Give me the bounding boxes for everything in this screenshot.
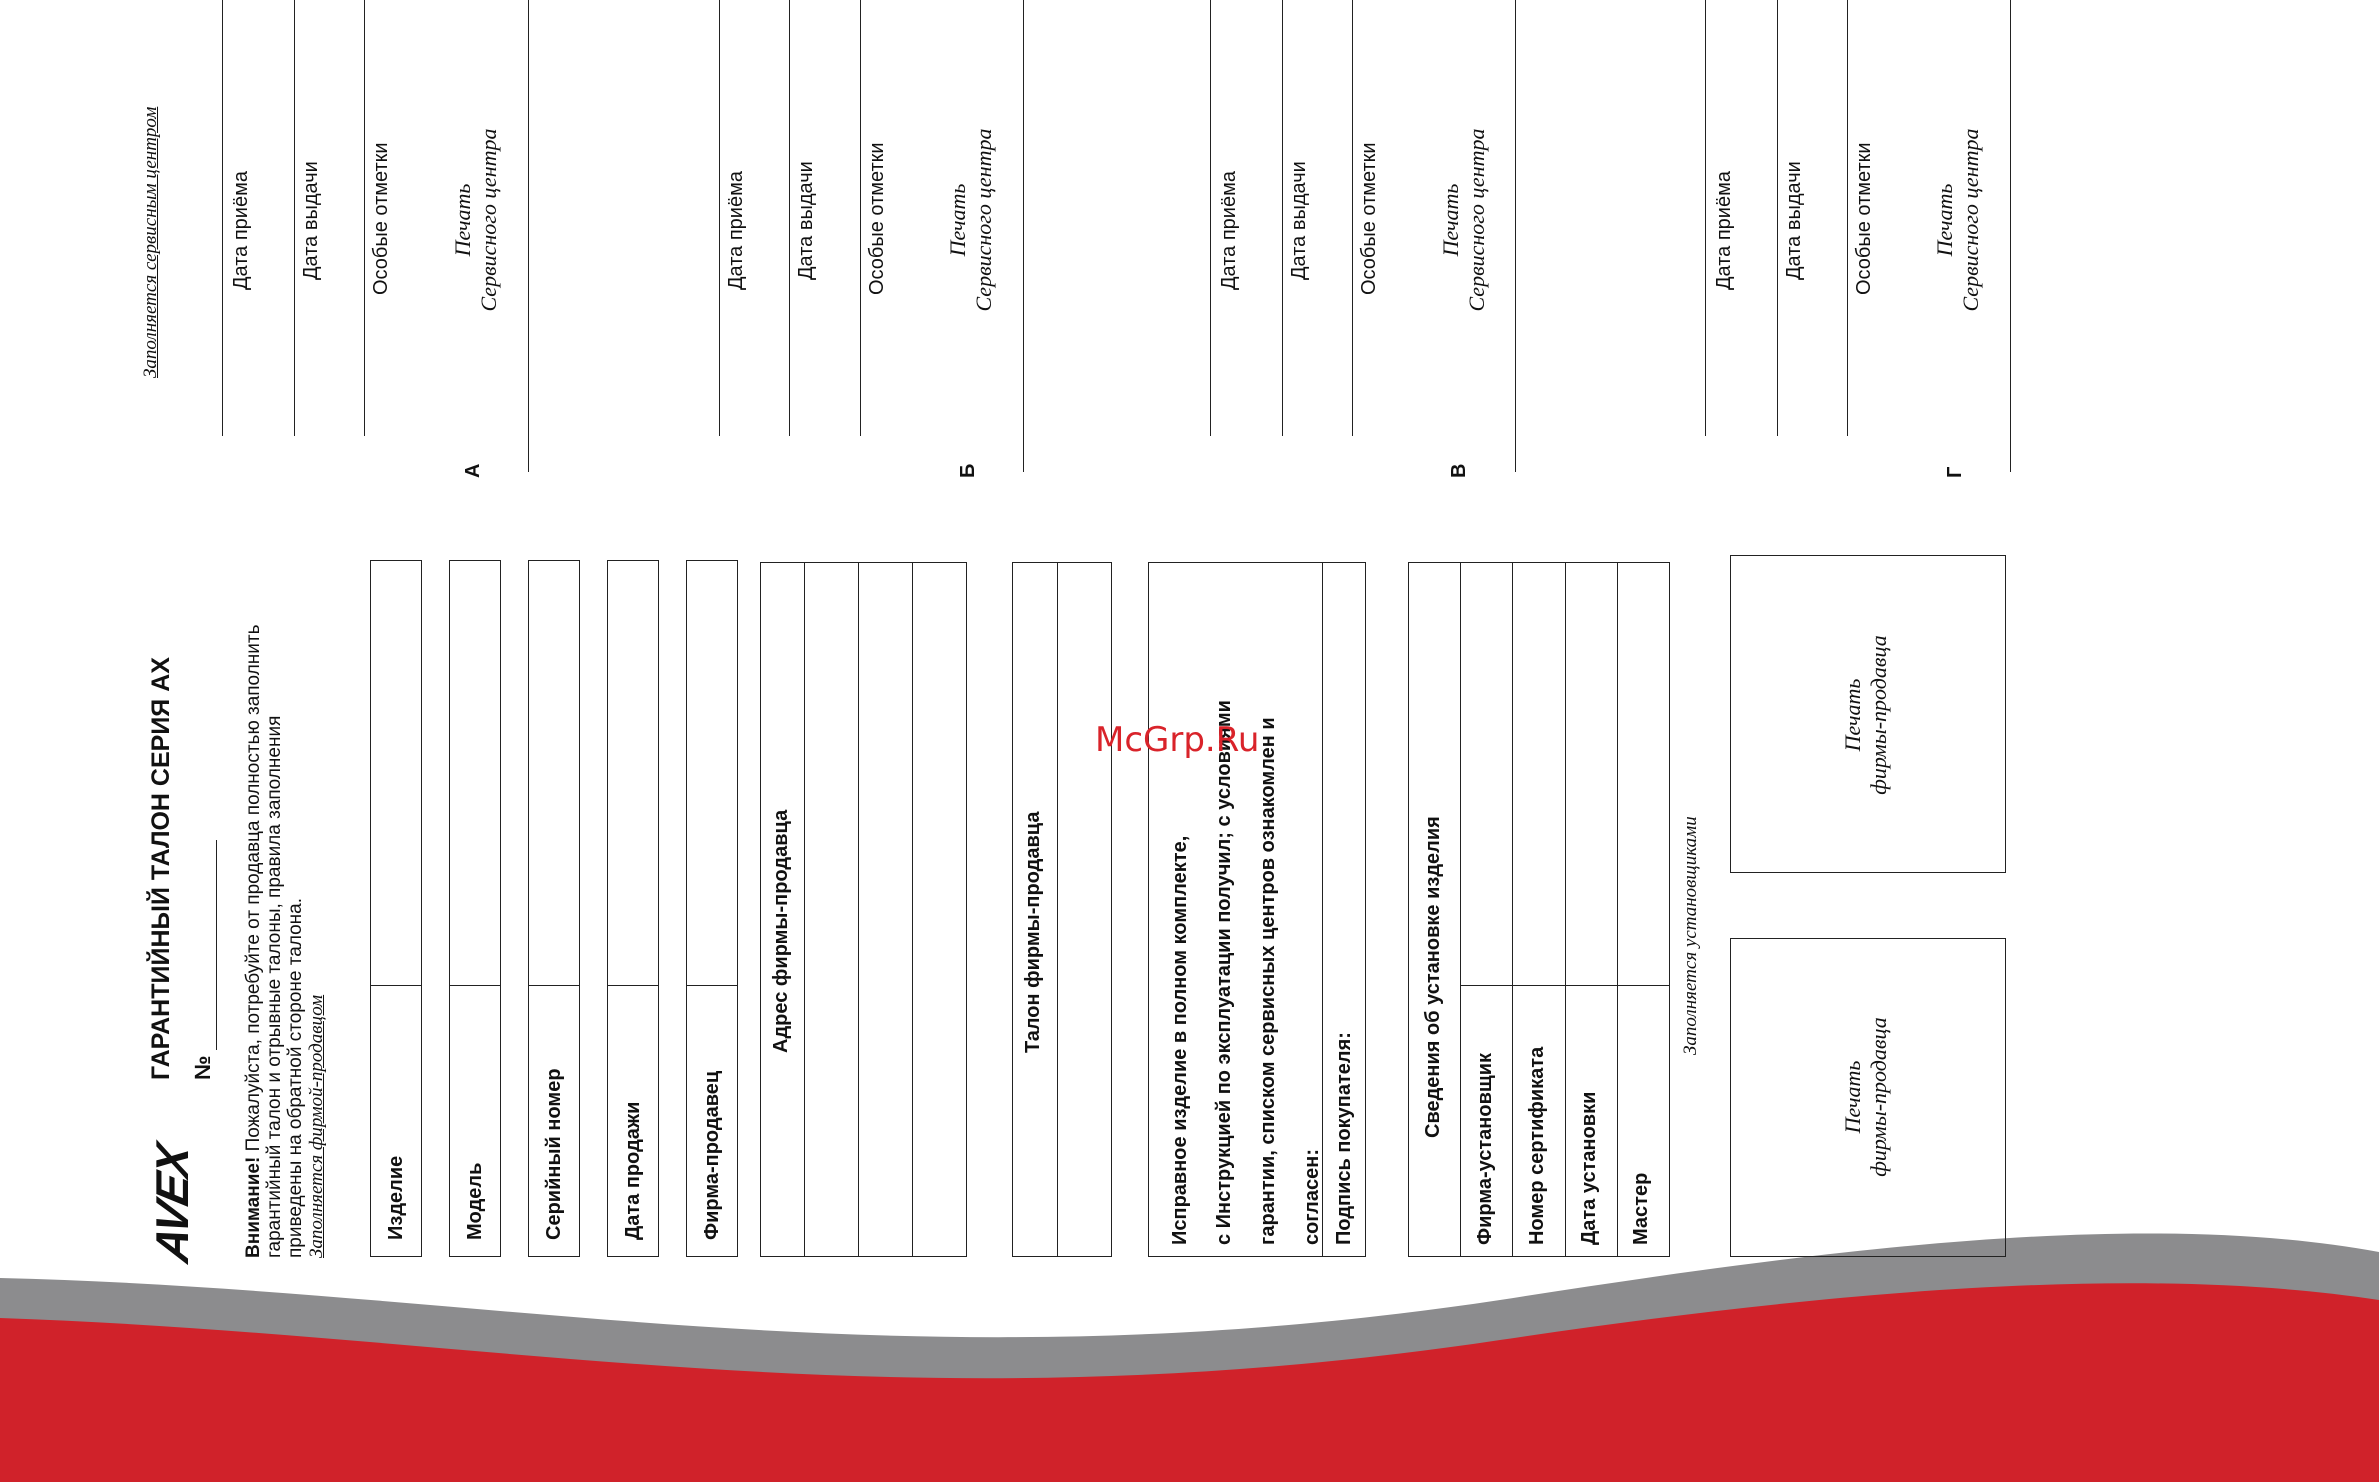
b-issued: Дата выдачи xyxy=(795,161,817,280)
brand-logo: AVEX xyxy=(146,1141,198,1267)
sec-v-line-1 xyxy=(1210,0,1211,436)
g-notes: Особые отметки xyxy=(1853,142,1875,295)
filled-by-service: Заполняется сервисным центром xyxy=(140,106,161,378)
address-line-3 xyxy=(912,562,913,1257)
agreement-line4: согласен: xyxy=(1301,1149,1323,1245)
address-line-1 xyxy=(804,562,805,1257)
sec-g-line-1 xyxy=(1705,0,1706,436)
notice-text xyxy=(243,625,327,1259)
sec-v-line-2 xyxy=(1282,0,1283,436)
sale-date-label: Дата продажи xyxy=(622,1101,644,1240)
stamp-line1: Печать xyxy=(1438,183,1463,257)
sec-b-line-3 xyxy=(860,0,861,436)
sec-g-line-3 xyxy=(1847,0,1848,436)
v-stamp xyxy=(1438,120,1490,320)
install-date-label: Дата установки xyxy=(1578,1091,1600,1245)
g-received: Дата приёма xyxy=(1713,171,1735,290)
watermark: McGrp.Ru xyxy=(1095,720,1260,760)
b-notes: Особые отметки xyxy=(866,142,888,295)
stamp-line2: Сервисного центра xyxy=(1464,128,1489,312)
stamp-line1: Печать xyxy=(945,183,970,257)
stamp-line2: фирмы-продавца xyxy=(1866,1017,1891,1177)
sec-v-sep xyxy=(1515,0,1516,472)
sec-b-line-1 xyxy=(719,0,720,436)
serial-divider xyxy=(528,985,580,986)
seller-address-label: Адрес фирмы-продавца xyxy=(770,809,792,1053)
install-divider xyxy=(1460,985,1670,986)
install-line-4 xyxy=(1617,562,1618,1257)
sec-a-line-3 xyxy=(364,0,365,436)
seller-label: Фирма-продавец xyxy=(701,1070,723,1240)
install-line-2 xyxy=(1512,562,1513,1257)
section-b-label: Б xyxy=(957,463,979,478)
a-notes: Особые отметки xyxy=(370,142,392,295)
notice-line3: приведены на обратной стороне талона. xyxy=(285,897,306,1258)
agreement-line2: с Инструкцией по эксплуатации получил; с условиями xyxy=(1213,700,1235,1245)
buyer-signature-label: Подпись покупателя: xyxy=(1333,1032,1355,1245)
agreement-line3: гарантии, списком сервисных центров ознакомлен и xyxy=(1257,717,1279,1245)
seller-stamp-2-text xyxy=(1840,620,1892,810)
stamp-line2: Сервисного центра xyxy=(971,128,996,312)
g-issued: Дата выдачи xyxy=(1783,161,1805,280)
agreement-text xyxy=(1158,700,1334,1245)
number-label: № xyxy=(190,1055,215,1080)
a-received: Дата приёма xyxy=(230,171,252,290)
sec-a-line-2 xyxy=(294,0,295,436)
coupon-line xyxy=(1057,562,1058,1257)
certificate-label: Номер сертификата xyxy=(1526,1046,1548,1245)
stamp-line1: Печать xyxy=(1932,183,1957,257)
stamp-line2: Сервисного центра xyxy=(1958,128,1983,312)
stamp-line1: Печать xyxy=(1840,1060,1865,1134)
product-divider xyxy=(370,985,422,986)
sale-date-divider xyxy=(607,985,659,986)
section-a-label: А xyxy=(462,463,484,478)
installation-title: Сведения об установке изделия xyxy=(1422,816,1444,1138)
product-field[interactable] xyxy=(370,560,422,1257)
sec-b-sep xyxy=(1023,0,1024,472)
g-stamp xyxy=(1932,120,1984,320)
stamp-line2: Сервисного центра xyxy=(476,128,501,312)
v-issued: Дата выдачи xyxy=(1288,161,1310,280)
a-issued: Дата выдачи xyxy=(300,161,322,280)
section-v-label: В xyxy=(1448,463,1470,478)
sec-a-line-1 xyxy=(222,0,223,436)
install-line-3 xyxy=(1565,562,1566,1257)
stamp-line1: Печать xyxy=(1840,678,1865,752)
seller-coupon-label: Талон фирмы-продавца xyxy=(1022,811,1044,1053)
seller-divider xyxy=(686,985,738,986)
master-label: Мастер xyxy=(1630,1172,1652,1245)
sec-v-line-3 xyxy=(1352,0,1353,436)
notice-line1: Пожалуйста, потребуйте от продавца полностью заполнить xyxy=(243,624,264,1157)
install-line-1 xyxy=(1460,562,1461,1257)
model-field[interactable] xyxy=(449,560,501,1257)
model-divider xyxy=(449,985,501,986)
sec-g-line-2 xyxy=(1777,0,1778,436)
a-stamp xyxy=(450,120,502,320)
agreement-line1: Исправное изделие в полном комплекте, xyxy=(1169,835,1191,1245)
seller-stamp-1-text xyxy=(1840,1002,1892,1192)
b-received: Дата приёма xyxy=(725,171,747,290)
sec-a-sep xyxy=(528,0,529,472)
v-received: Дата приёма xyxy=(1218,171,1240,290)
notice-bold: Внимание! xyxy=(243,1156,264,1258)
v-notes: Особые отметки xyxy=(1358,142,1380,295)
product-label: Изделие xyxy=(385,1155,407,1240)
serial-label: Серийный номер xyxy=(543,1068,565,1240)
model-label: Модель xyxy=(464,1162,486,1240)
stamp-line1: Печать xyxy=(450,183,475,257)
document-title: ГАРАНТИЙНЫЙ ТАЛОН СЕРИЯ АХ xyxy=(147,657,175,1080)
b-stamp xyxy=(945,120,997,320)
stamp-line2: фирмы-продавца xyxy=(1866,635,1891,795)
sec-b-line-2 xyxy=(789,0,790,436)
filled-by-installer: Заполняется установщиками xyxy=(1680,816,1701,1055)
section-g-label: Г xyxy=(1944,466,1966,478)
filled-by-seller: Заполняется фирмой-продавцом xyxy=(306,994,327,1258)
number-line xyxy=(216,840,217,1050)
sec-g-sep xyxy=(2010,0,2011,472)
address-line-2 xyxy=(858,562,859,1257)
installer-label: Фирма-установщик xyxy=(1474,1052,1496,1245)
notice-line2: гарантийный талон и отрывные талоны, правила заполнения xyxy=(264,715,285,1258)
